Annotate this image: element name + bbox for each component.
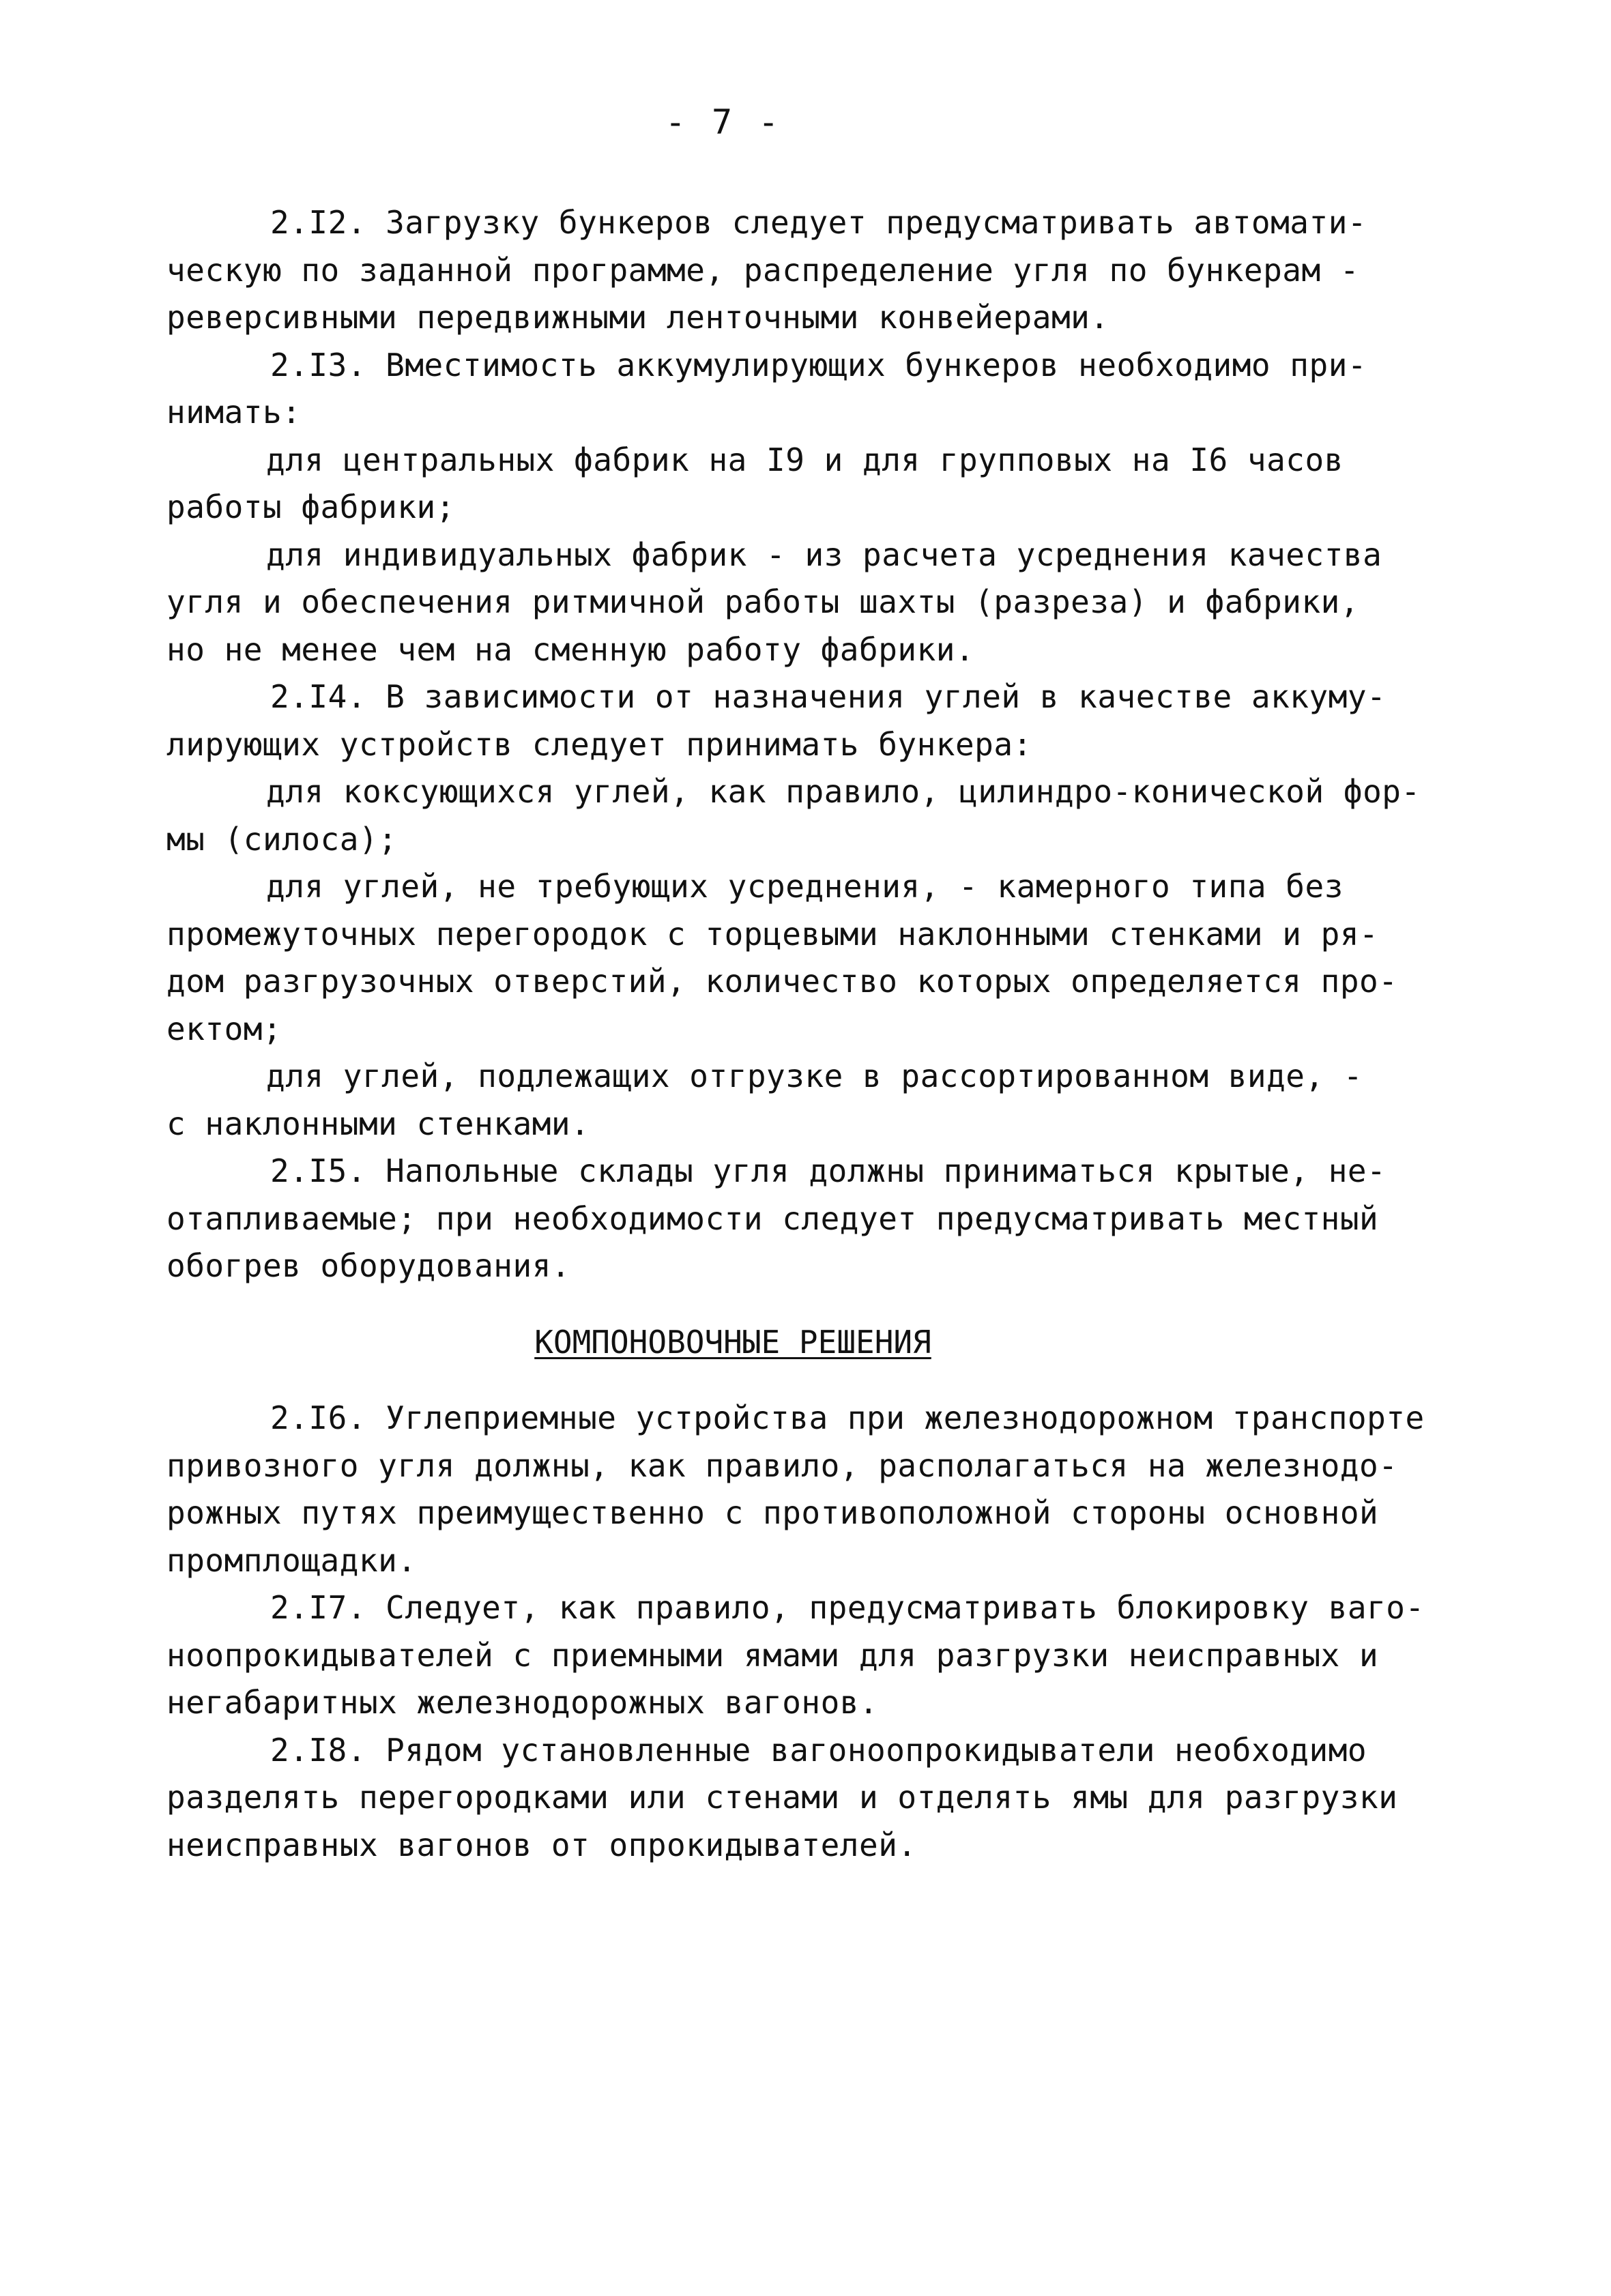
paragraph-2-18-line-3: неисправных вагонов от опрокидывателей.	[166, 1826, 917, 1863]
list-item-individual-line-2: угля и обеспечения ритмичной работы шахты (разреза) и фабрики,	[166, 583, 1360, 620]
paragraph-2-12-line-3: реверсивными передвижными ленточными конвейерами.	[166, 299, 1109, 336]
section-heading: КОМПОНОВОЧНЫЕ РЕШЕНИЯ	[534, 1323, 931, 1361]
paragraph-2-16-line-1: 2.I6. Углеприемные устройства при железнодорожном транспорте	[270, 1399, 1425, 1436]
list-item-no-averaging-line-4: ектом;	[166, 1010, 282, 1047]
list-item-central-line-1: для центральных фабрик на I9 и для групповых на I6 часов	[266, 441, 1344, 478]
document-body	[166, 199, 1463, 1869]
paragraph-2-12-line-1: 2.I2. Загрузку бункеров следует предусматривать автомати-	[270, 204, 1367, 241]
list-item-no-averaging-line-3: дом разгрузочных отверстий, количество которых определяется про-	[166, 963, 1398, 1000]
page-number: - 7 -	[665, 102, 782, 142]
list-item-coking-line-1: для коксующихся углей, как правило, цилиндро-конической фор-	[266, 773, 1421, 810]
paragraph-2-13-line-1: 2.I3. Вместимость аккумулирующих бункеров необходимо при-	[270, 346, 1367, 383]
paragraph-2-16-line-3: рожных путях преимущественно с противоположной стороны основной	[166, 1494, 1379, 1531]
paragraph-2-17-line-2: ноопрокидывателей с приемными ямами для разгрузки неисправных и	[166, 1636, 1379, 1674]
list-item-central-line-2: работы фабрики;	[166, 489, 455, 525]
paragraph-2-16-line-4: промплощадки.	[166, 1541, 417, 1579]
paragraph-2-16-line-2: привозного угля должны, как правило, располагаться на железнодо-	[166, 1447, 1398, 1484]
list-item-coking-line-2: мы (силоса);	[166, 820, 398, 858]
paragraph-2-12-line-2: ческую по заданной программе, распределение угля по бункерам -	[166, 251, 1360, 289]
paragraph-2-15-line-3: обогрев оборудования.	[166, 1247, 571, 1284]
paragraph-2-18-line-2: разделять перегородками или стенами и отделять ямы для разгрузки	[166, 1779, 1398, 1816]
paragraph-2-17-line-3: негабаритных железнодорожных вагонов.	[166, 1684, 879, 1721]
list-item-no-averaging-line-2: промежуточных перегородок с торцевыми наклонными стенками и ря-	[166, 915, 1379, 953]
paragraph-2-18-line-1: 2.I8. Рядом установленные вагоноопрокидыватели необходимо	[270, 1731, 1367, 1769]
paragraph-2-14-line-1: 2.I4. В зависимости от назначения углей в качестве аккуму-	[270, 678, 1387, 715]
paragraph-2-17-line-1: 2.I7. Следует, как правило, предусматривать блокировку ваго-	[270, 1589, 1425, 1626]
list-item-individual-line-3: но не менее чем на сменную работу фабрики.	[166, 630, 975, 668]
paragraph-2-15-line-1: 2.I5. Напольные склады угля должны приниматься крытые, не-	[270, 1152, 1387, 1189]
list-item-sorted-line-2: с наклонными стенками.	[166, 1105, 590, 1142]
list-item-sorted-line-1: для углей, подлежащих отгрузке в рассортированном виде, -	[266, 1058, 1363, 1094]
paragraph-2-13-line-2: нимать:	[166, 394, 302, 431]
paragraph-2-14-line-2: лирующих устройств следует принимать бункера:	[166, 725, 1032, 763]
list-item-no-averaging-line-1: для углей, не требующих усреднения, - камерного типа без	[266, 868, 1344, 905]
paragraph-2-15-line-2: отапливаемые; при необходимости следует предусматривать местный	[166, 1200, 1379, 1237]
list-item-individual-line-1: для индивидуальных фабрик - из расчета усреднения качества	[266, 536, 1382, 573]
